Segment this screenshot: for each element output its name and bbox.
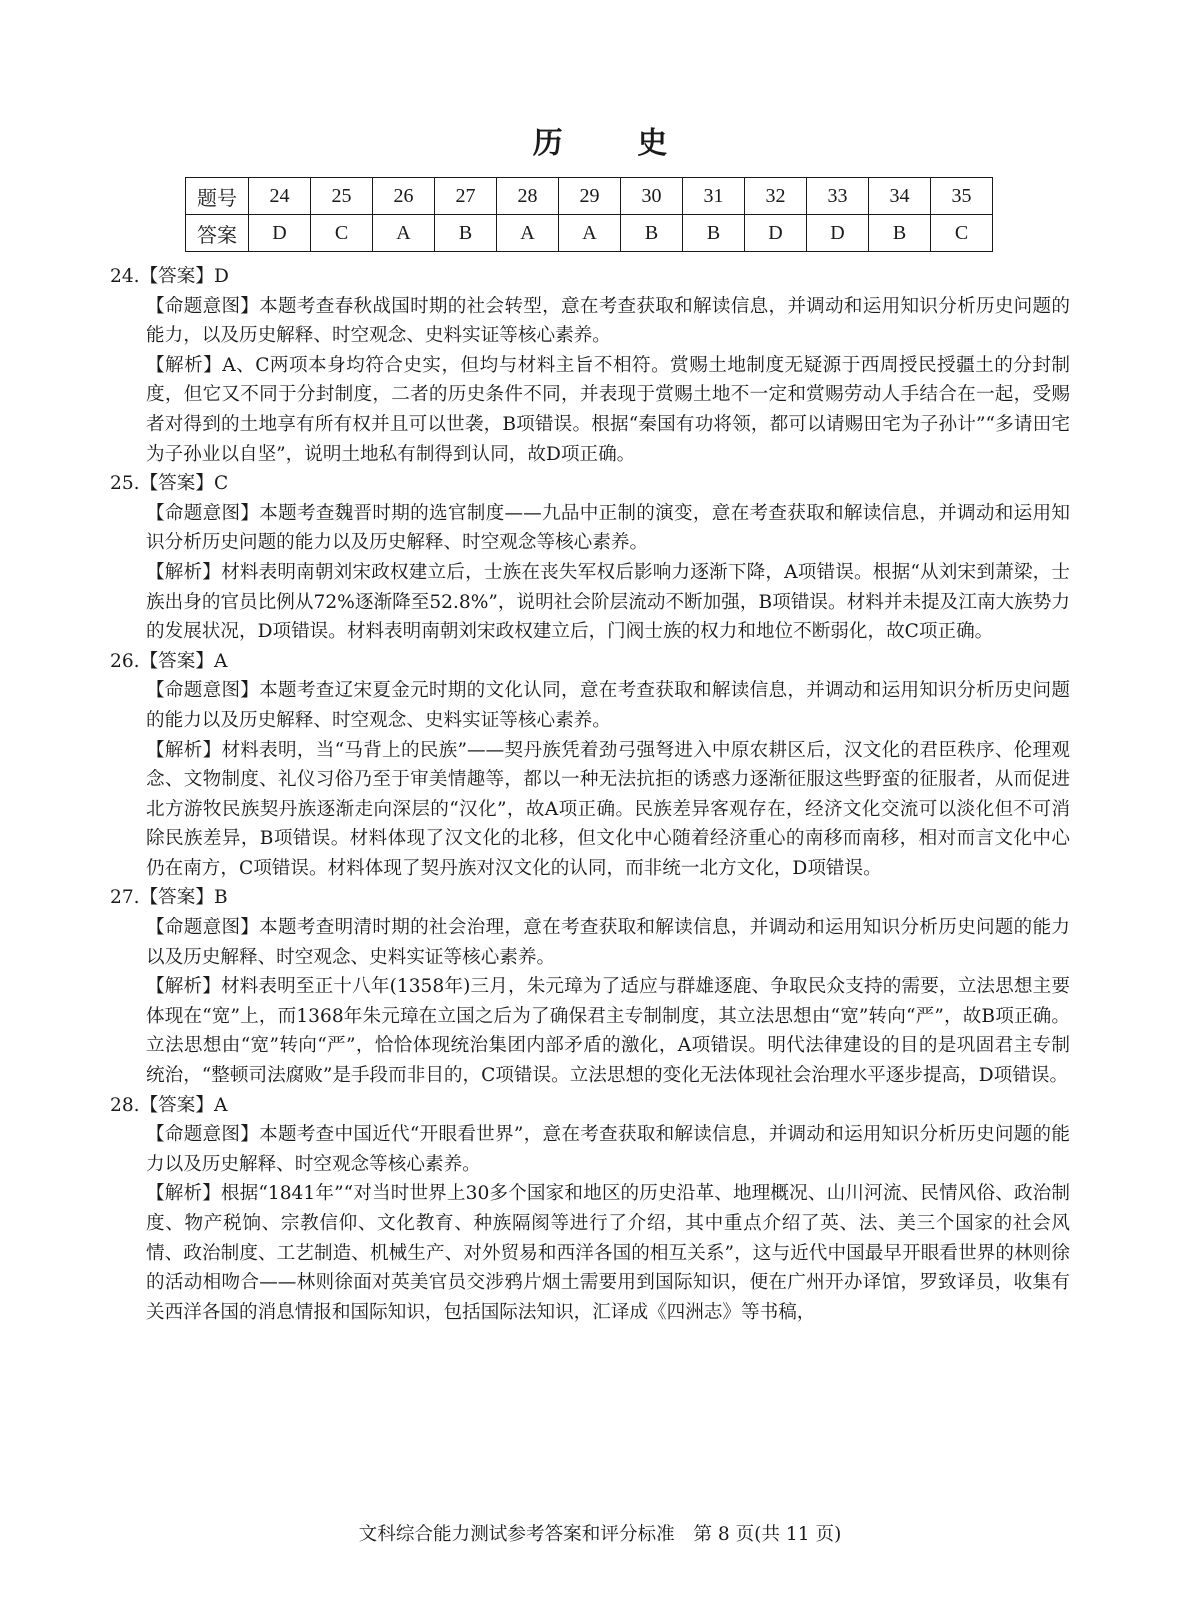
question-number-cell: 34 — [869, 178, 931, 215]
answer-cell: D — [807, 215, 869, 252]
question-intent: 【命题意图】本题考查魏晋时期的选官制度——九品中正制的演变，意在考查获取和解读信息，并调动和运用知识分析历史问题的能力以及历史解释、时空观念等核心素养。 — [146, 502, 1070, 554]
answer-cell: B — [435, 215, 497, 252]
question-block-26 — [110, 647, 1070, 884]
question-block-24 — [110, 262, 1070, 469]
question-number-cell: 30 — [621, 178, 683, 215]
answer-table — [185, 177, 993, 252]
question-number-cell: 26 — [373, 178, 435, 215]
question-analysis: 【解析】材料表明南朝刘宋政权建立后，士族在丧失军权后影响力逐渐下降，A项错误。根据“从刘宋到萧梁，士族出身的官员比例从72%逐渐降至52.8%”，说明社会阶层流动不断加强，B项错误。材料并未提及江南大族势力的发展状况，D项错误。材料表明南朝刘宋政权建立后，门阀士族的权力和地位不断弱化，故C项正确。 — [146, 561, 1070, 643]
page-footer: 文科综合能力测试参考答案和评分标准 第 8 页(共 11 页) — [358, 1524, 842, 1545]
question-number-cell: 25 — [311, 178, 373, 215]
question-number-cell: 35 — [931, 178, 993, 215]
answer-cell: C — [311, 215, 373, 252]
question-intent: 【命题意图】本题考查中国近代“开眼看世界”，意在考查获取和解读信息，并调动和运用知识分析历史问题的能力以及历史解释、时空观念等核心素养。 — [146, 1124, 1070, 1175]
question-answer-heading: 28.【答案】A — [110, 1094, 228, 1116]
question-intent: 【命题意图】本题考查春秋战国时期的社会转型，意在考查获取和解读信息，并调动和运用知识分析历史问题的能力，以及历史解释、时空观念、史料实证等核心素养。 — [146, 295, 1070, 347]
question-intent: 【命题意图】本题考查明清时期的社会治理，意在考查获取和解读信息，并调动和运用知识分析历史问题的能力以及历史解释、时空观念、史料实证等核心素养。 — [146, 917, 1070, 968]
answer-cell: A — [497, 215, 559, 252]
answer-table-number-row — [186, 178, 993, 215]
answer-table-answer-row — [186, 215, 993, 252]
answer-cell: C — [931, 215, 993, 252]
question-analysis: 【解析】材料表明，当“马背上的民族”——契丹族凭着劲弓强弩进入中原农耕区后，汉文化的君臣秩序、伦理观念、文物制度、礼仪习俗乃至于审美情趣等，都以一种无法抗拒的诱惑力逐渐征服这些野蛮的征服者，从而促进北方游牧民族契丹族逐渐走向深层的“汉化”，故A项正确。民族差异客观存在，经济文化交流可以淡化但不可消除民族差异，B项错误。材料体现了汉文化的北移，但文化中心随着经济重心的南移而南移，相对而言文化中心仍在南方，C项错误。材料体现了契丹族对汉文化的认同，而非统一北方文化，D项错误。 — [146, 739, 1070, 879]
question-answer-heading: 27.【答案】B — [110, 887, 228, 909]
question-block-25 — [110, 469, 1070, 647]
answer-explanations — [110, 262, 1070, 1327]
question-block-28 — [110, 1091, 1070, 1328]
question-analysis: 【解析】材料表明至正十八年(1358年)三月，朱元璋为了适应与群雄逐鹿、争取民众支持的需要，立法思想主要体现在“宽”上，而1368年朱元璋在立国之后为了确保君主专制制度，其立法思想由“宽”转向“严”，故B项正确。立法思想由“宽”转向“严”，恰恰体现统治集团内部矛盾的激化，A项错误。明代法律建设的目的是巩固君主专制统治，“整顿司法腐败”是手段而非目的，C项错误。立法思想的变化无法体现社会治理水平逐步提高，D项错误。 — [146, 976, 1070, 1087]
answer-cell: D — [745, 215, 807, 252]
page-title: 历 史 — [532, 126, 700, 161]
question-answer-heading: 25.【答案】C — [110, 473, 229, 495]
question-analysis: 【解析】A、C两项本身均符合史实，但均与材料主旨不相符。赏赐土地制度无疑源于西周授民授疆土的分封制度，但它又不同于分封制度，二者的历史条件不同，并表现于赏赐土地不一定和赏赐劳动人手结合在一起，受赐者对得到的土地享有所有权并且可以世袭，B项错误。根据“秦国有功将领，都可以请赐田宅为子孙计”“多请田宅为子孙业以自坚”，说明土地私有制得到认同，故D项正确。 — [146, 354, 1070, 465]
question-block-27 — [110, 883, 1070, 1090]
question-number-cell: 32 — [745, 178, 807, 215]
question-answer-heading: 26.【答案】A — [110, 650, 228, 672]
question-analysis: 【解析】根据“1841年”“对当时世界上30多个国家和地区的历史沿革、地理概况、山川河流、民情风俗、政治制度、物产税饷、宗教信仰、文化教育、种族隔阂等进行了介绍，其中重点介绍了英、法、美三个国家的社会风情、政治制度、工艺制造、机械生产、对外贸易和西洋各国的相互关系”，这与近代中国最早开眼看世界的林则徐的活动相吻合——林则徐面对英美官员交涉鸦片烟土需要用到国际知识，便在广州开办译馆，罗致译员，收集有关西洋各国的消息情报和国际知识，包括国际法知识，汇译成《四洲志》等书稿， — [146, 1183, 1070, 1323]
question-number-cell: 31 — [683, 178, 745, 215]
question-number-cell: 33 — [807, 178, 869, 215]
answer-cell: A — [373, 215, 435, 252]
answer-cell: B — [683, 215, 745, 252]
row-label-answers: 答案 — [186, 215, 249, 252]
question-number-cell: 29 — [559, 178, 621, 215]
answer-cell: B — [869, 215, 931, 252]
answer-cell: D — [249, 215, 311, 252]
answer-cell: B — [621, 215, 683, 252]
answer-cell: A — [559, 215, 621, 252]
question-answer-heading: 24.【答案】D — [110, 266, 229, 287]
row-label-numbers: 题号 — [186, 178, 249, 215]
question-number-cell: 24 — [249, 178, 311, 215]
question-number-cell: 28 — [497, 178, 559, 215]
question-intent: 【命题意图】本题考查辽宋夏金元时期的文化认同，意在考查获取和解读信息，并调动和运用知识分析历史问题的能力以及历史解释、时空观念、史料实证等核心素养。 — [146, 680, 1070, 731]
question-number-cell: 27 — [435, 178, 497, 215]
